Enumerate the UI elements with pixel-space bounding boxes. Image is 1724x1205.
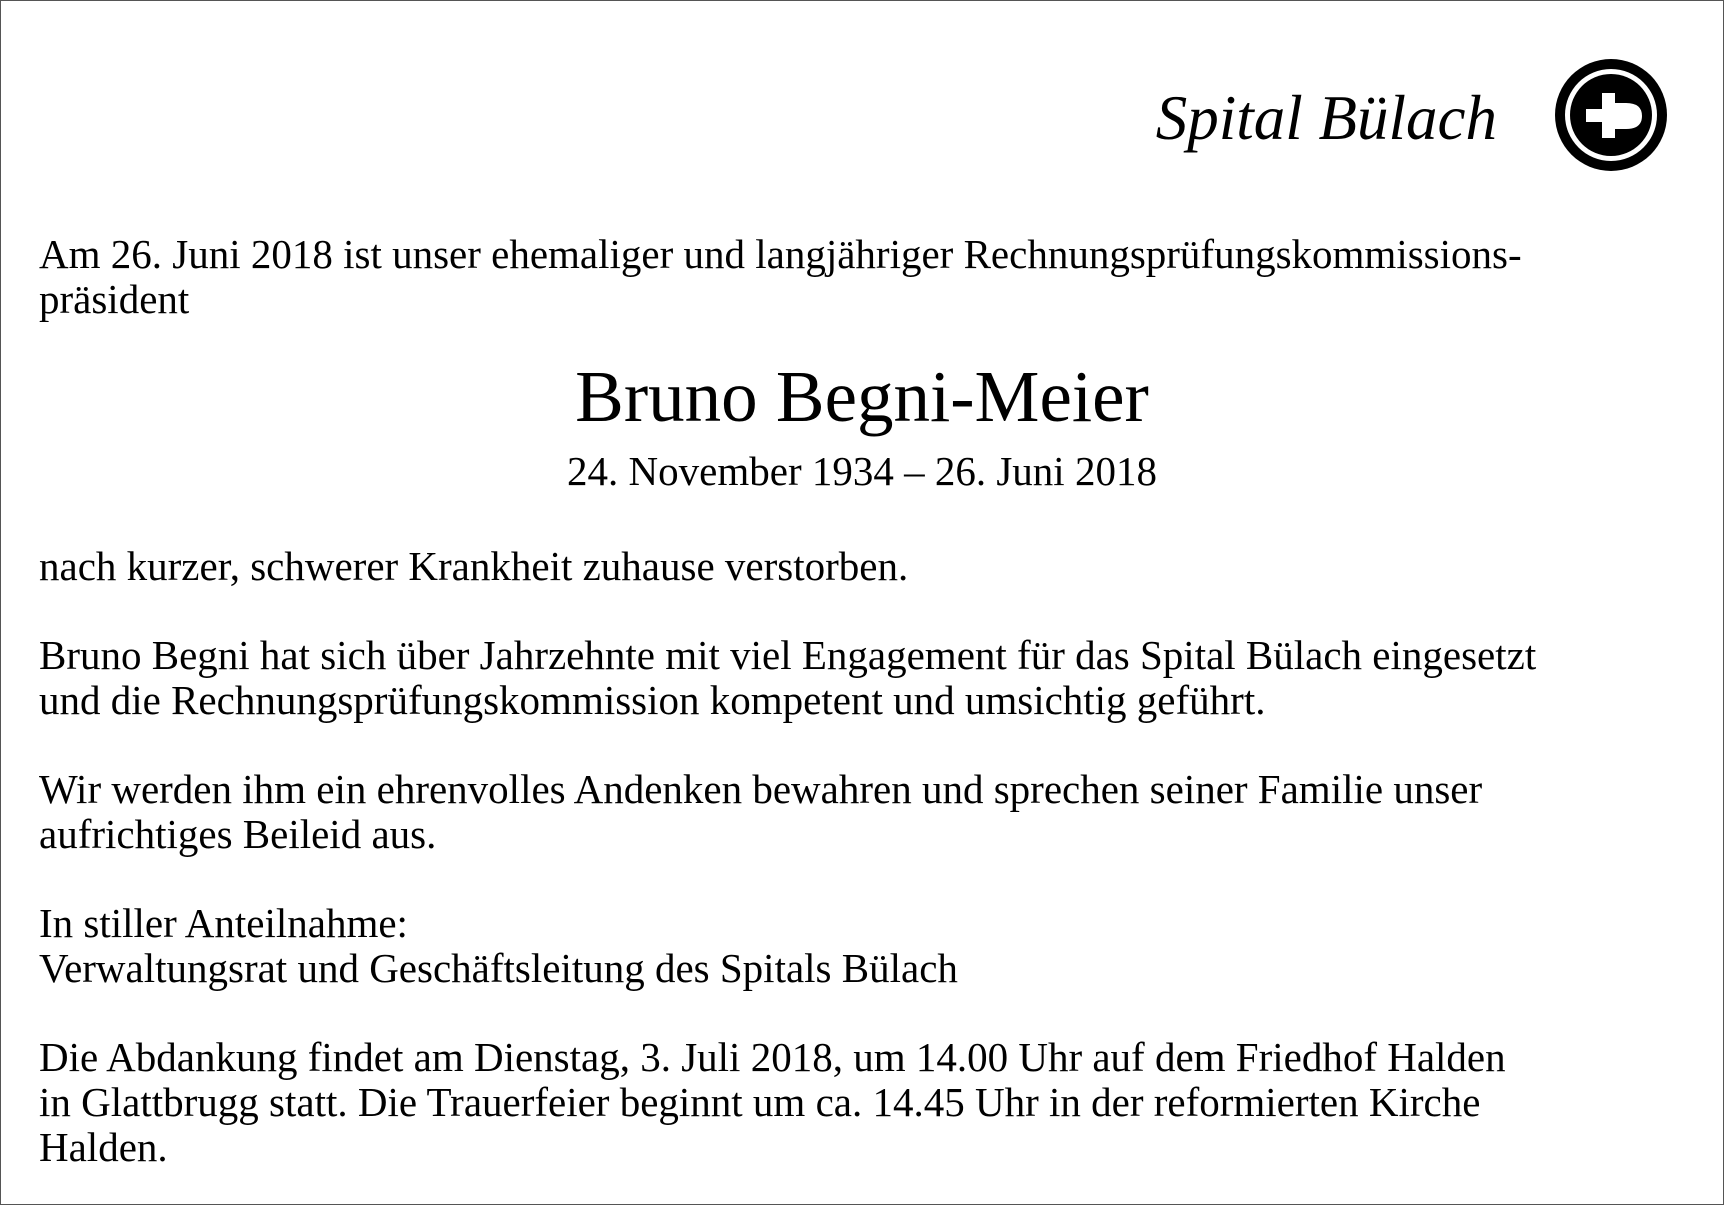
signature-line: Verwaltungsrat und Geschäftsleitung des Spitals Bülach xyxy=(39,945,958,991)
ceremony-line: in Glattbrugg statt. Die Trauerfeier beginnt um ca. 14.45 Uhr in der reformierten Kirche xyxy=(39,1079,1481,1125)
signature-paragraph xyxy=(39,901,958,991)
ceremony-paragraph xyxy=(39,1035,1506,1170)
tribute-line: und die Rechnungsprüfungskommission kompetent und umsichtig geführt. xyxy=(39,677,1266,723)
ceremony-line: Die Abdankung findet am Dienstag, 3. Juli 2018, um 14.00 Uhr auf dem Friedhof Halden xyxy=(39,1034,1506,1080)
intro-line: Am 26. Juni 2018 ist unser ehemaliger und langjähriger Rechnungsprüfungskommissions- xyxy=(39,231,1522,277)
organization-name: Spital Bülach xyxy=(1155,83,1497,153)
condolence-line: Wir werden ihm ein ehrenvolles Andenken bewahren und sprechen seiner Familie unser xyxy=(39,766,1483,812)
tribute-line: Bruno Begni hat sich über Jahrzehnte mit viel Engagement für das Spital Bülach eingesetzt xyxy=(39,632,1537,678)
condolence-line: aufrichtiges Beileid aus. xyxy=(39,811,437,857)
condolence-paragraph xyxy=(39,767,1482,857)
death-notice-paragraph: nach kurzer, schwerer Krankheit zuhause verstorben. xyxy=(39,543,909,589)
ceremony-line: Halden. xyxy=(39,1124,168,1170)
intro-paragraph xyxy=(39,232,1522,322)
signature-line: In stiller Anteilnahme: xyxy=(39,900,408,946)
life-dates: 24. November 1934 – 26. Juni 2018 xyxy=(567,448,1157,494)
spital-logo-icon xyxy=(1552,56,1670,174)
deceased-name: Bruno Begni-Meier xyxy=(575,356,1149,437)
intro-line: präsident xyxy=(39,276,190,322)
tribute-paragraph xyxy=(39,633,1536,723)
